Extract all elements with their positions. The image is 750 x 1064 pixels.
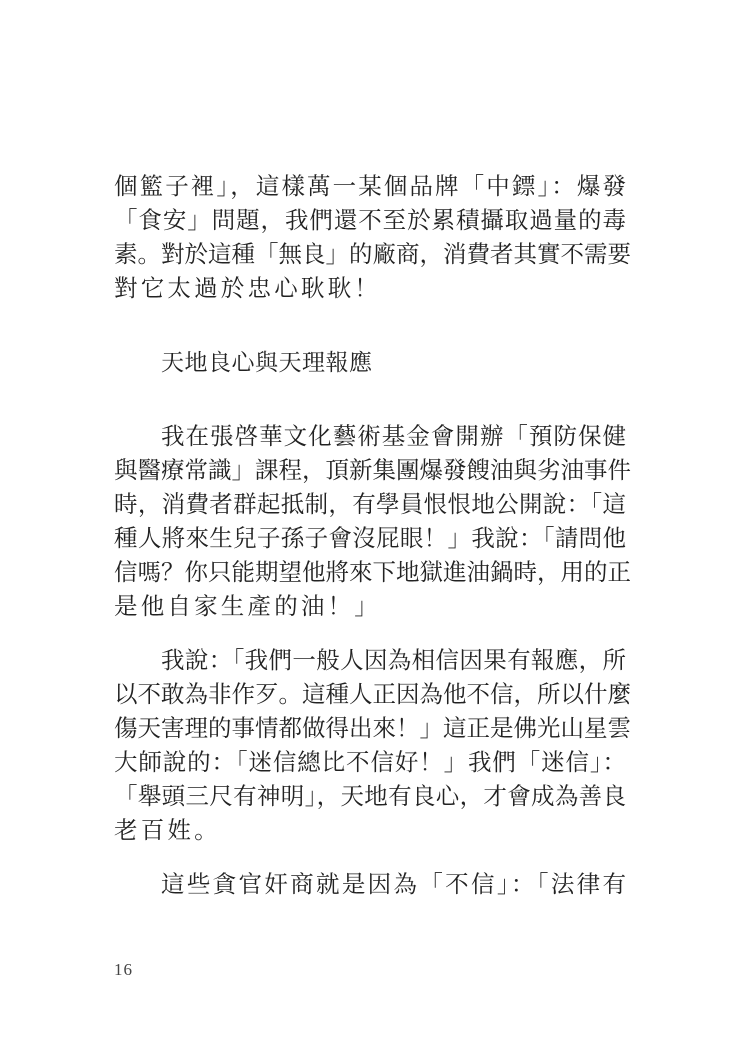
text-line: 傷天害理的事情都做得出來！」這正是佛光山星雲 <box>114 714 631 742</box>
text-line: 我在張啓華文化藝術基金會開辦「預防保健 <box>161 422 626 450</box>
text-line: 與醫療常識」課程，頂新集團爆發餿油與劣油事件 <box>114 456 631 484</box>
section-heading: 天地良心與天理報應 <box>161 350 373 376</box>
text-line: 種人將來生兒子孫子會沒屁眼！」我說：「請問他 <box>114 524 626 552</box>
text-line: 大師說的：「迷信總比不信好！」我們「迷信」： <box>114 748 626 776</box>
text-line: 老百姓。 <box>114 816 221 844</box>
text-line: 素。對於這種「無良」的廠商，消費者其實不需要 <box>114 240 631 268</box>
text-line: 時，消費者群起抵制，有學員恨恨地公開說：「這 <box>114 490 626 518</box>
text-line: 個籃子裡」，這樣萬一某個品牌「中鏢」：爆發 <box>114 172 626 200</box>
text-line: 是他自家生產的油！」 <box>114 592 381 620</box>
text-line: 「舉頭三尺有神明」，天地有良心，才會成為善良 <box>114 782 626 810</box>
text-line: 信嗎？你只能期望他將來下地獄進油鍋時，用的正 <box>114 558 631 586</box>
text-line: 以不敢為非作歹。這種人正因為他不信，所以什麼 <box>114 680 631 708</box>
page-number: 16 <box>114 960 133 979</box>
text-line: 「食安」問題，我們還不至於累積攝取過量的毒 <box>114 206 626 234</box>
text-line: 對它太過於忠心耿耿！ <box>114 274 381 302</box>
text-line: 這些貪官奸商就是因為「不信」：「法律有 <box>161 870 626 898</box>
text-line: 我說：「我們一般人因為相信因果有報應，所 <box>161 646 626 674</box>
